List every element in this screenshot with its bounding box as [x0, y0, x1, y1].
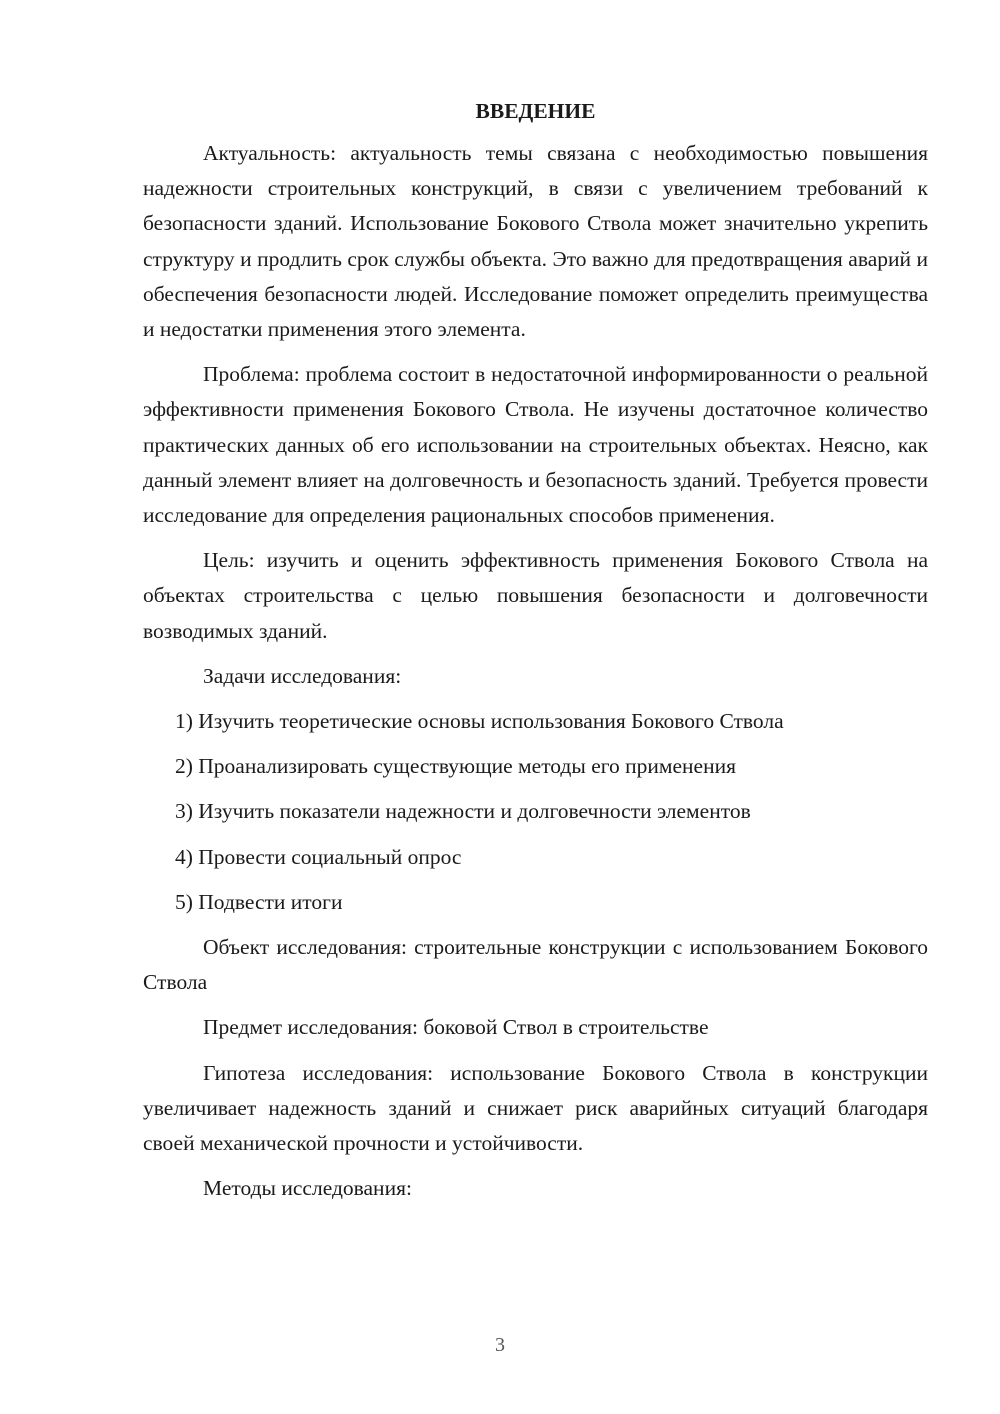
- hypothesis-paragraph: Гипотеза исследования: использование Бокового Ствола в конструкции увеличивает надежность зданий и снижает риск аварийных ситуаций благодаря своей механической прочности и устойчивости.: [143, 1060, 928, 1156]
- list-item: 3) Изучить показатели надежности и долговечности элементов: [175, 799, 751, 824]
- goal-paragraph: Цель: изучить и оценить эффективность применения Бокового Ствола на объектах строительства с целью повышения безопасности и долговечности возводимых зданий.: [143, 548, 928, 643]
- problem-paragraph: Проблема: проблема состоит в недостаточной информированности о реальной эффективности применения Бокового Ствола. Не изучены достаточное количество практических данных об его использовании на строительных объектах. Неясно, как данный элемент влияет на долговечность и безопасность зданий. Требуется провести исследование для определения рациональных способов применения.: [143, 362, 928, 528]
- methods-heading: Методы исследования:: [203, 1176, 412, 1201]
- object-paragraph: Объект исследования: строительные конструкции с использованием Бокового Ствола: [143, 935, 928, 995]
- list-item: 1) Изучить теоретические основы использования Бокового Ствола: [175, 709, 784, 734]
- tasks-list: [143, 704, 928, 920]
- relevance-paragraph: Актуальность: актуальность темы связана с необходимостью повышения надежности строительных конструкций, в связи с увеличением требований к безопасности зданий. Использование Бокового Ствола может значительно укрепить структуру и продлить срок службы объекта. Это важно для предотвращения аварий и обеспечения безопасности людей. Исследование поможет определить преимущества и недостатки применения этого элемента.: [143, 141, 928, 342]
- tasks-heading: Задачи исследования:: [203, 663, 402, 688]
- list-item: 2) Проанализировать существующие методы его применения: [175, 754, 737, 779]
- page-number: 3: [495, 1334, 505, 1356]
- list-item: 4) Провести социальный опрос: [175, 844, 462, 869]
- subject-paragraph: Предмет исследования: боковой Ствол в строительстве: [203, 1015, 709, 1040]
- list-item: 5) Подвести итоги: [175, 889, 343, 914]
- document-page: [143, 96, 928, 1216]
- section-title: ВВЕДЕНИЕ: [475, 99, 596, 123]
